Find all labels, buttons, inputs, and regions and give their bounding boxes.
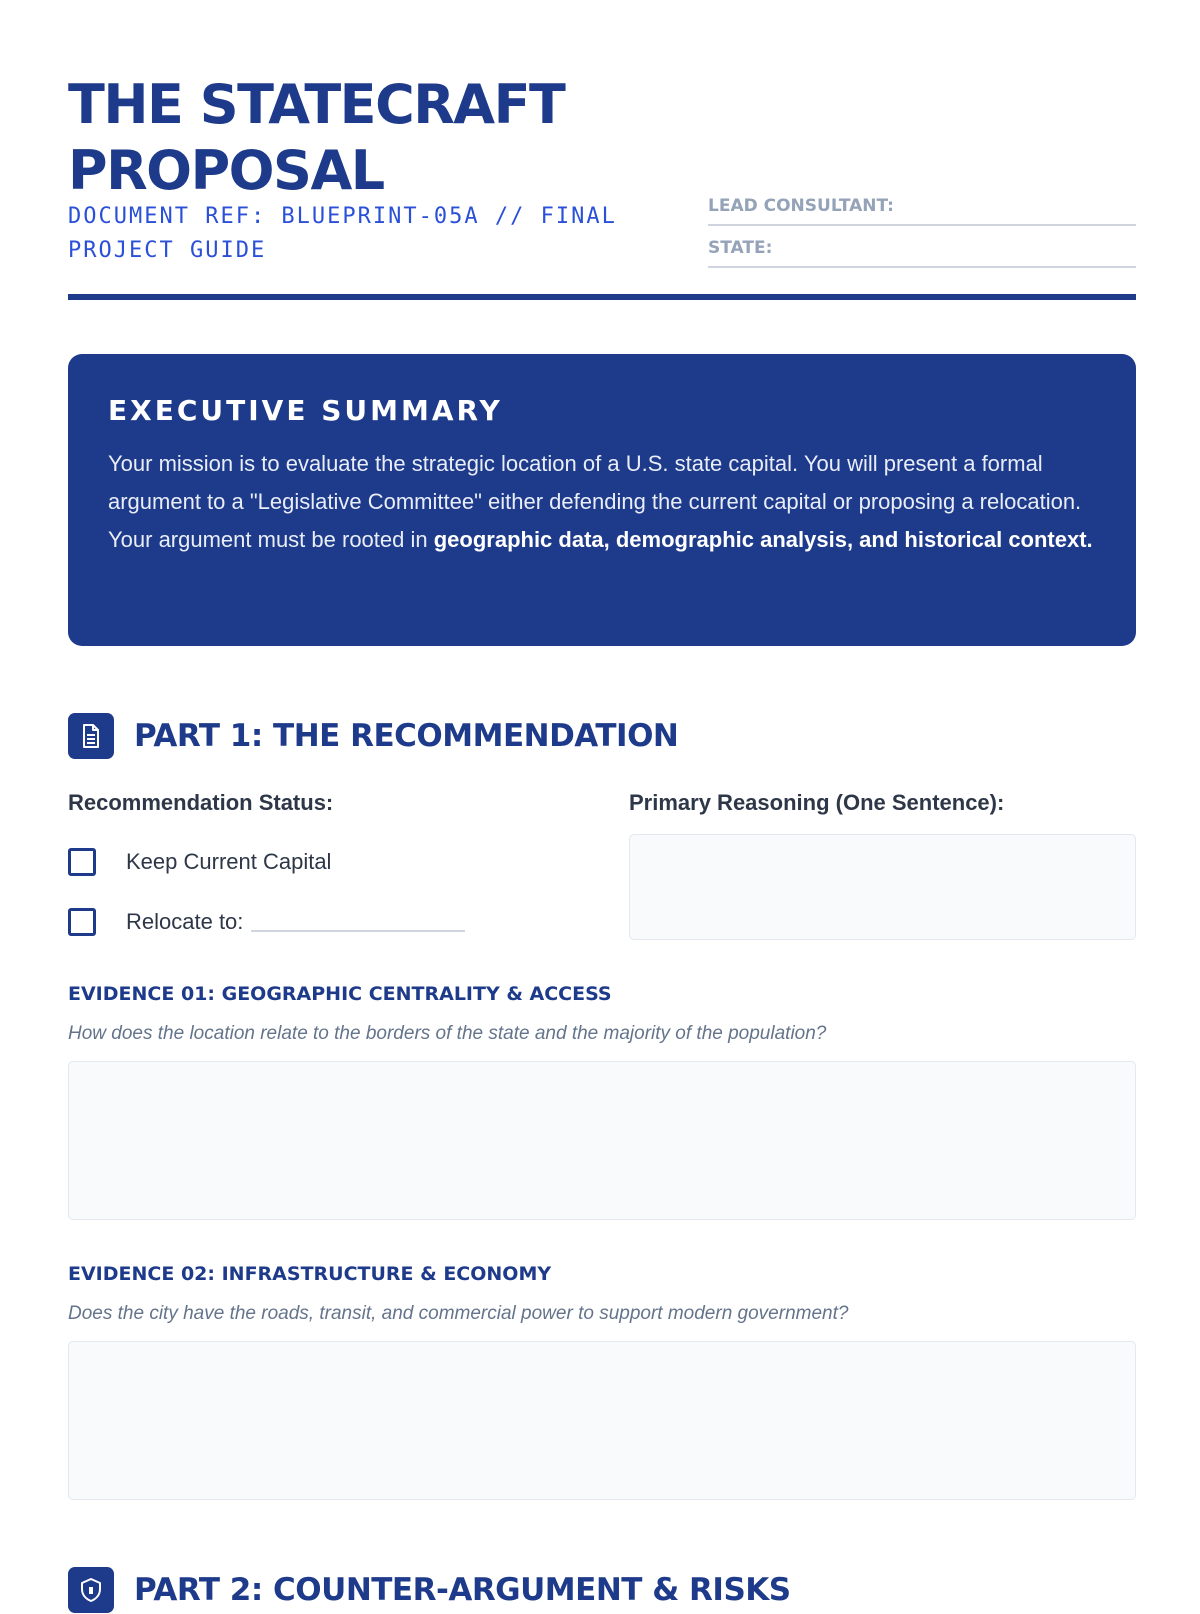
recommendation-status-label: Recommendation Status: [68, 790, 334, 815]
title-line-2: PROPOSAL [68, 139, 384, 202]
lead-consultant-label: LEAD CONSULTANT: [708, 196, 894, 216]
evidence-01-prompt: How does the location relate to the borders of the state and the majority of the population? [68, 1023, 827, 1044]
document-title [68, 72, 708, 204]
keep-capital-checkbox[interactable] [68, 848, 96, 876]
evidence-02-prompt: Does the city have the roads, transit, and commercial power to support modern government? [68, 1303, 849, 1324]
meta-fields [708, 192, 1136, 276]
relocate-label: Relocate to: [126, 909, 244, 934]
part1-title: PART 1: THE RECOMMENDATION [134, 718, 679, 754]
evidence-02-title: EVIDENCE 02: INFRASTRUCTURE & ECONOMY [68, 1263, 552, 1285]
document-icon [68, 713, 114, 759]
executive-summary-text [108, 445, 1096, 559]
title-line-1: THE STATECRAFT [68, 73, 565, 136]
evidence-01-input[interactable] [68, 1061, 1136, 1220]
state-field[interactable] [708, 234, 1136, 268]
part2-header [68, 1566, 791, 1614]
primary-reasoning-label: Primary Reasoning (One Sentence): [629, 790, 1005, 815]
executive-summary-panel [68, 354, 1136, 646]
evidence-01-title: EVIDENCE 01: GEOGRAPHIC CENTRALITY & ACCESS [68, 983, 612, 1005]
lead-consultant-field[interactable] [708, 192, 1136, 226]
document-reference: DOCUMENT REF: BLUEPRINT-05A // FINAL PROJECT GUIDE [68, 204, 617, 263]
part2-title: PART 2: COUNTER-ARGUMENT & RISKS [134, 1572, 791, 1608]
keep-capital-label: Keep Current Capital [126, 849, 332, 874]
shield-icon [68, 1567, 114, 1613]
proposal-page [68, 0, 1136, 1608]
primary-reasoning-input[interactable] [629, 834, 1136, 940]
header-divider [68, 294, 1136, 300]
part1-header [68, 712, 678, 760]
relocate-checkbox[interactable] [68, 908, 96, 936]
option-keep-capital[interactable] [68, 848, 331, 876]
relocate-city-field[interactable] [251, 912, 465, 932]
summary-text-bold: geographic data, demographic analysis, and historical context. [433, 527, 1093, 552]
summary-text-regular: Your mission is to evaluate the strategic location of a U.S. state capital. You will present a formal argument to a "Legislative Committee" either defending the current capital or proposing a relocation. Your argument must be rooted in [108, 451, 1082, 552]
evidence-02-input[interactable] [68, 1341, 1136, 1500]
option-relocate[interactable] [68, 908, 465, 936]
executive-summary-title: EXECUTIVE SUMMARY [108, 394, 503, 427]
state-label: STATE: [708, 238, 773, 258]
